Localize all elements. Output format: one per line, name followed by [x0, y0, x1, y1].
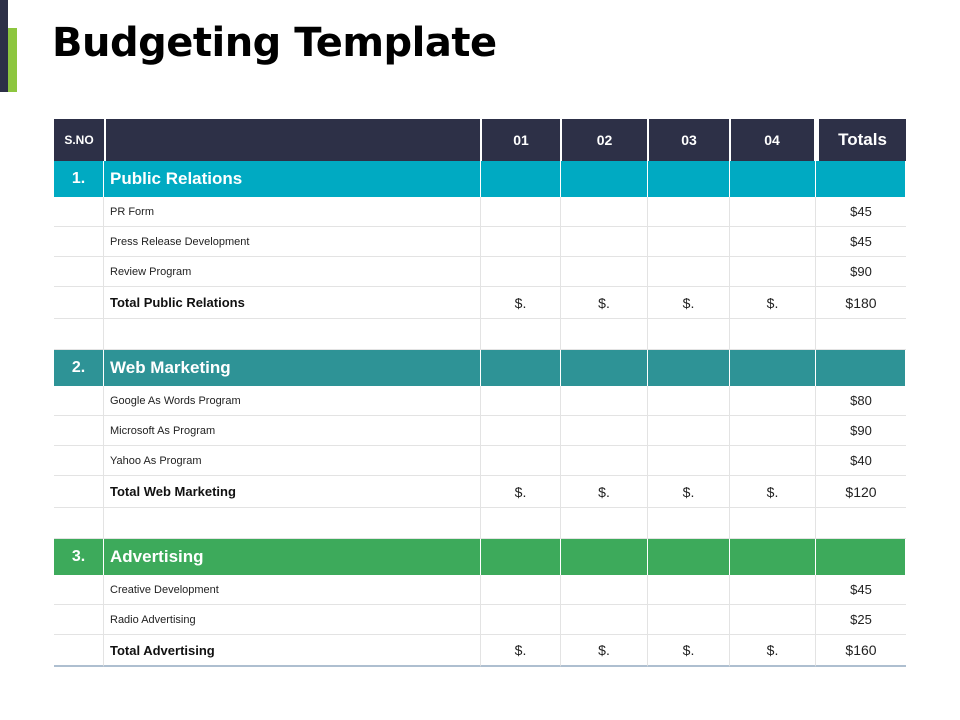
- table-row: [54, 416, 906, 446]
- item-total: $80: [816, 386, 906, 416]
- section-total-cell: [816, 161, 906, 197]
- sno-cell: [54, 476, 104, 508]
- accent-bar-dark: [0, 0, 8, 92]
- table-row: [54, 446, 906, 476]
- q2-cell: [561, 575, 648, 605]
- q2-cell: [561, 257, 648, 287]
- q3-cell: [648, 446, 730, 476]
- item-label: Yahoo As Program: [104, 446, 481, 476]
- section-q2-cell: [561, 539, 648, 575]
- section-q3-cell: [648, 539, 730, 575]
- item-label: Press Release Development: [104, 227, 481, 257]
- total-row-web-marketing: [54, 476, 906, 508]
- header-divider: [647, 119, 649, 161]
- q1-cell: [481, 416, 561, 446]
- q4-cell: [730, 257, 816, 287]
- sno-cell: [54, 508, 104, 539]
- total-q1: $.: [481, 635, 561, 667]
- header-divider: [104, 119, 106, 161]
- total-q2: $.: [561, 476, 648, 508]
- header-item: [105, 119, 481, 161]
- header-q2: 02: [596, 132, 613, 148]
- sno-cell: [54, 635, 104, 667]
- sno-cell: [54, 319, 104, 350]
- header-q4: 04: [764, 132, 780, 148]
- sno-cell: [54, 386, 104, 416]
- q4-cell: [730, 446, 816, 476]
- item-cell: [104, 508, 481, 539]
- total-label: Total Public Relations: [104, 287, 481, 319]
- item-label: Google As Words Program: [104, 386, 481, 416]
- item-label: PR Form: [104, 197, 481, 227]
- item-label: Creative Development: [104, 575, 481, 605]
- item-total: $40: [816, 446, 906, 476]
- total-label: Total Web Marketing: [104, 476, 481, 508]
- item-label: Review Program: [104, 257, 481, 287]
- page-title: Budgeting Template: [52, 20, 497, 66]
- section-name: Public Relations: [104, 161, 481, 197]
- section-row-public-relations: [54, 161, 906, 197]
- section-name: Web Marketing: [104, 350, 481, 386]
- total-label: Total Advertising: [104, 635, 481, 667]
- spacer-row: [54, 508, 906, 539]
- q4-cell: [730, 227, 816, 257]
- table-header: [54, 119, 906, 161]
- table-row: [54, 386, 906, 416]
- item-total: $25: [816, 605, 906, 635]
- header-totals: Totals: [838, 130, 887, 149]
- table-row: [54, 575, 906, 605]
- q3-cell: [648, 605, 730, 635]
- sno-cell: [54, 416, 104, 446]
- section-name: Advertising: [104, 539, 481, 575]
- total-q3: $.: [648, 476, 730, 508]
- item-label: Radio Advertising: [104, 605, 481, 635]
- q4-cell: [730, 605, 816, 635]
- sno-cell: [54, 257, 104, 287]
- q1-cell: [481, 386, 561, 416]
- item-total: $45: [816, 575, 906, 605]
- q2-cell: [561, 605, 648, 635]
- q4-cell: [730, 197, 816, 227]
- q2-cell: [561, 416, 648, 446]
- total-value: $180: [816, 287, 906, 319]
- section-q2-cell: [561, 161, 648, 197]
- section-q1-cell: [481, 161, 561, 197]
- q3-cell: [648, 575, 730, 605]
- q3-cell: [648, 197, 730, 227]
- header-divider: [729, 119, 731, 161]
- total-cell: [816, 508, 906, 539]
- q4-cell: [730, 416, 816, 446]
- item-cell: [104, 319, 481, 350]
- spacer-row: [54, 319, 906, 350]
- section-number: 3.: [54, 539, 104, 575]
- section-q3-cell: [648, 161, 730, 197]
- sno-cell: [54, 446, 104, 476]
- section-q3-cell: [648, 350, 730, 386]
- sno-cell: [54, 227, 104, 257]
- section-row-web-marketing: [54, 350, 906, 386]
- q2-cell: [561, 508, 648, 539]
- item-total: $90: [816, 257, 906, 287]
- header-divider: [560, 119, 562, 161]
- table-row: [54, 257, 906, 287]
- q1-cell: [481, 575, 561, 605]
- total-value: $120: [816, 476, 906, 508]
- item-label: Microsoft As Program: [104, 416, 481, 446]
- table-row: [54, 197, 906, 227]
- section-q4-cell: [730, 350, 816, 386]
- section-total-cell: [816, 350, 906, 386]
- q4-cell: [730, 575, 816, 605]
- q1-cell: [481, 257, 561, 287]
- q4-cell: [730, 508, 816, 539]
- q3-cell: [648, 257, 730, 287]
- q1-cell: [481, 605, 561, 635]
- total-q1: $.: [481, 287, 561, 319]
- q1-cell: [481, 319, 561, 350]
- budget-table: [54, 119, 906, 667]
- section-number: 1.: [54, 161, 104, 197]
- q3-cell: [648, 319, 730, 350]
- q1-cell: [481, 446, 561, 476]
- header-sno: S.NO: [64, 133, 94, 147]
- q1-cell: [481, 508, 561, 539]
- header-q3: 03: [681, 132, 697, 148]
- item-total: $45: [816, 227, 906, 257]
- sno-cell: [54, 197, 104, 227]
- q4-cell: [730, 386, 816, 416]
- total-row-advertising: [54, 635, 906, 667]
- total-q1: $.: [481, 476, 561, 508]
- q3-cell: [648, 416, 730, 446]
- total-row-public-relations: [54, 287, 906, 319]
- header-q1: 01: [513, 132, 529, 148]
- table-row: [54, 605, 906, 635]
- q3-cell: [648, 227, 730, 257]
- header-divider: [480, 119, 482, 161]
- total-value: $160: [816, 635, 906, 667]
- q1-cell: [481, 197, 561, 227]
- q2-cell: [561, 197, 648, 227]
- sno-cell: [54, 575, 104, 605]
- total-q2: $.: [561, 287, 648, 319]
- table-row: [54, 227, 906, 257]
- item-total: $90: [816, 416, 906, 446]
- section-q1-cell: [481, 350, 561, 386]
- q2-cell: [561, 319, 648, 350]
- q1-cell: [481, 227, 561, 257]
- sno-cell: [54, 605, 104, 635]
- section-row-advertising: [54, 539, 906, 575]
- total-q4: $.: [730, 476, 816, 508]
- q3-cell: [648, 508, 730, 539]
- q2-cell: [561, 386, 648, 416]
- q2-cell: [561, 227, 648, 257]
- q3-cell: [648, 386, 730, 416]
- section-q4-cell: [730, 161, 816, 197]
- section-q1-cell: [481, 539, 561, 575]
- total-q3: $.: [648, 635, 730, 667]
- total-cell: [816, 319, 906, 350]
- accent-bar-green: [8, 28, 17, 92]
- total-q4: $.: [730, 635, 816, 667]
- section-q4-cell: [730, 539, 816, 575]
- q4-cell: [730, 319, 816, 350]
- sno-cell: [54, 287, 104, 319]
- q2-cell: [561, 446, 648, 476]
- item-total: $45: [816, 197, 906, 227]
- section-total-cell: [816, 539, 906, 575]
- section-q2-cell: [561, 350, 648, 386]
- section-number: 2.: [54, 350, 104, 386]
- total-q4: $.: [730, 287, 816, 319]
- total-q3: $.: [648, 287, 730, 319]
- total-q2: $.: [561, 635, 648, 667]
